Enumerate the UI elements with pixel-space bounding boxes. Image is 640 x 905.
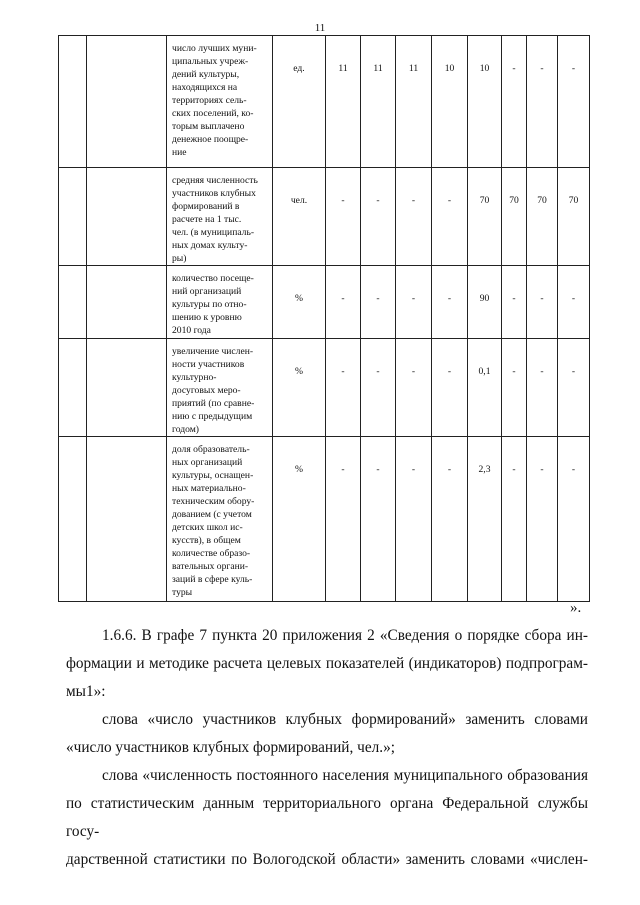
table-row <box>59 266 590 339</box>
indicator-cell <box>167 339 273 437</box>
indicator-line: приятий (по сравне- <box>172 398 255 409</box>
paragraph-line: «число участников клубных формирований, чел.»; <box>66 739 395 756</box>
value-cell: - <box>326 339 361 437</box>
unit-cell: % <box>273 266 326 339</box>
empty-cell <box>87 266 167 339</box>
indicator-line: формирований в <box>172 201 240 212</box>
indicator-line: вательных органи- <box>172 561 249 572</box>
indicator-line: ных домах культу- <box>172 240 248 251</box>
table-row <box>59 168 590 266</box>
indicator-line: ние <box>172 147 187 158</box>
indicator-line: ных материально- <box>172 483 246 494</box>
unit-cell: чел. <box>273 168 326 266</box>
empty-cell <box>87 36 167 168</box>
table-row <box>59 437 590 602</box>
empty-cell <box>87 339 167 437</box>
value-cell: 0,1 <box>468 339 502 437</box>
value-cell: - <box>361 266 396 339</box>
value-cell: - <box>326 437 361 602</box>
paragraph-line: слова «число участников клубных формирований» заменить словами <box>102 711 588 728</box>
value-cell: 11 <box>361 36 396 168</box>
value-cell: - <box>527 266 558 339</box>
indicator-line: дованием (с учетом <box>172 509 252 520</box>
value-cell: - <box>396 168 432 266</box>
indicator-line: ных организаций <box>172 457 243 468</box>
page-number: 11 <box>314 22 326 34</box>
table-row <box>59 339 590 437</box>
value-cell: - <box>502 266 527 339</box>
indicator-line: доля образователь- <box>172 444 250 455</box>
value-cell: - <box>527 437 558 602</box>
value-cell: - <box>558 339 590 437</box>
paragraph-line: дарственной статистики по Вологодской области» заменить словами «числен- <box>66 851 588 868</box>
empty-cell <box>59 266 87 339</box>
indicator-line: участников клубных <box>172 188 256 199</box>
paragraph-2 <box>66 706 588 762</box>
indicator-line: число лучших муни- <box>172 43 257 54</box>
indicator-line: детских школ ис- <box>172 522 243 533</box>
paragraph-line: мы1»: <box>66 683 106 700</box>
paragraph-line: по статистическим данным территориального органа Федеральной службы госу- <box>66 795 588 840</box>
value-cell: - <box>396 437 432 602</box>
value-cell: 70 <box>468 168 502 266</box>
indicator-line: культурно- <box>172 372 217 383</box>
empty-cell <box>59 437 87 602</box>
value-cell: 10 <box>432 36 468 168</box>
paragraph-line: слова «численность постоянного населения муниципального образования <box>102 767 588 784</box>
indicator-line: чел. (в муниципаль- <box>172 227 255 238</box>
empty-cell <box>59 36 87 168</box>
value-cell: 11 <box>396 36 432 168</box>
indicator-line: культуры по отно- <box>172 299 247 310</box>
value-cell: - <box>432 437 468 602</box>
indicator-line: ний организаций <box>172 286 242 297</box>
value-cell: - <box>502 437 527 602</box>
value-cell: - <box>432 339 468 437</box>
indicator-line: денежное поощре- <box>172 134 249 145</box>
indicator-line: количество посеще- <box>172 273 254 284</box>
value-cell: - <box>527 339 558 437</box>
empty-cell <box>59 168 87 266</box>
indicator-line: ры) <box>172 253 187 264</box>
indicator-line: шению к уровню <box>172 312 242 323</box>
indicator-line: ности участников <box>172 359 245 370</box>
closing-quote: ». <box>570 600 582 616</box>
empty-cell <box>87 437 167 602</box>
indicator-cell <box>167 168 273 266</box>
indicator-line: средняя численность <box>172 175 258 186</box>
value-cell: - <box>326 168 361 266</box>
indicator-line: находящихся на <box>172 82 238 93</box>
indicator-cell <box>167 437 273 602</box>
indicator-line: туры <box>172 587 193 598</box>
value-cell: 70 <box>558 168 590 266</box>
value-cell: - <box>361 437 396 602</box>
value-cell: - <box>396 339 432 437</box>
indicator-line: количестве образо- <box>172 548 251 559</box>
unit-cell: ед. <box>273 36 326 168</box>
paragraph-line: формации и методике расчета целевых показателей (индикаторов) подпрограм- <box>66 655 588 672</box>
value-cell: 70 <box>502 168 527 266</box>
value-cell: - <box>326 266 361 339</box>
value-cell: - <box>361 168 396 266</box>
indicator-line: увеличение числен- <box>172 346 254 357</box>
empty-cell <box>59 339 87 437</box>
unit-cell: % <box>273 339 326 437</box>
indicator-line: ципальных учреж- <box>172 56 249 67</box>
indicator-cell <box>167 36 273 168</box>
indicator-line: заций в сфере куль- <box>172 574 253 585</box>
value-cell: 90 <box>468 266 502 339</box>
value-cell: - <box>558 437 590 602</box>
value-cell: - <box>396 266 432 339</box>
value-cell: - <box>558 36 590 168</box>
indicator-line: годом) <box>172 424 199 435</box>
value-cell: - <box>432 168 468 266</box>
indicator-line: досуговых меро- <box>172 385 241 396</box>
empty-cell <box>87 168 167 266</box>
indicator-line: торым выплачено <box>172 121 245 132</box>
value-cell: 70 <box>527 168 558 266</box>
value-cell: - <box>502 339 527 437</box>
indicator-line: ских поселений, ко- <box>172 108 254 119</box>
value-cell: 11 <box>326 36 361 168</box>
indicator-line: расчете на 1 тыс. <box>172 214 242 225</box>
indicators-table <box>58 35 590 602</box>
value-cell: - <box>558 266 590 339</box>
value-cell: - <box>502 36 527 168</box>
indicator-line: территориях сель- <box>172 95 247 106</box>
indicator-line: нию с предыдущим <box>172 411 253 422</box>
value-cell: 2,3 <box>468 437 502 602</box>
paragraph-1 <box>66 622 588 706</box>
indicator-line: 2010 года <box>172 325 211 336</box>
indicator-line: культуры, оснащен- <box>172 470 254 481</box>
value-cell: - <box>527 36 558 168</box>
indicator-line: техническим обору- <box>172 496 255 507</box>
value-cell: - <box>361 339 396 437</box>
indicator-line: дений культуры, <box>172 69 240 80</box>
value-cell: 10 <box>468 36 502 168</box>
indicator-line: кусств), в общем <box>172 535 241 546</box>
indicator-cell <box>167 266 273 339</box>
paragraph-line: 1.6.6. В графе 7 пункта 20 приложения 2 «Сведения о порядке сбора ин- <box>102 627 588 644</box>
paragraph-3 <box>66 762 588 874</box>
unit-cell: % <box>273 437 326 602</box>
table-row <box>59 36 590 168</box>
value-cell: - <box>432 266 468 339</box>
